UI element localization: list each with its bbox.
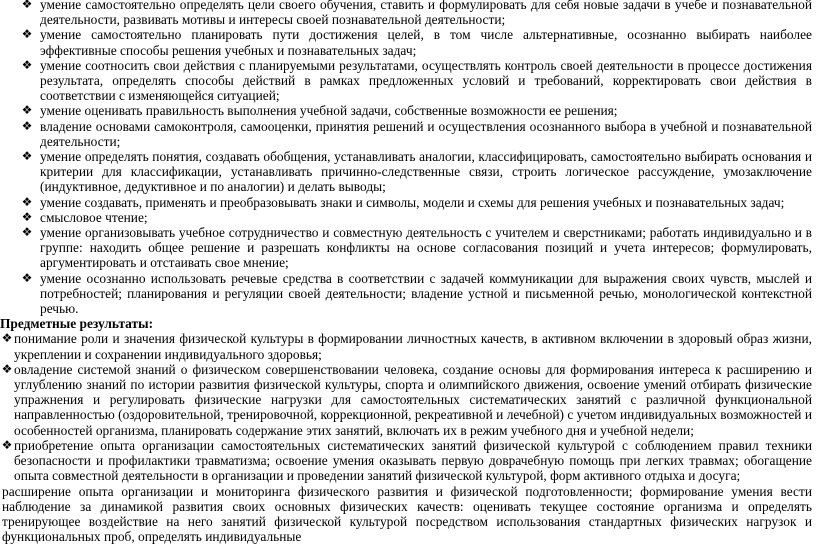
- diamond-bullet-icon: ❖: [20, 225, 34, 240]
- list-item: [0, 331, 816, 361]
- list-item-text: умение самостоятельно планировать пути достижения целей, в том числе альтернативные, осознанно выбирать наиболее эффективные способы решения учебных и познавательных задач;: [40, 27, 812, 57]
- list-item: [0, 195, 816, 210]
- diamond-bullet-icon: ❖: [20, 195, 34, 210]
- diamond-bullet-icon: ❖: [20, 149, 34, 164]
- list-item: [0, 0, 816, 27]
- diamond-bullet-icon: ❖: [20, 58, 34, 73]
- list-item: [0, 362, 816, 438]
- diamond-bullet-icon: ❖: [0, 331, 14, 346]
- list-item-text: умение самостоятельно определять цели своего обучения, ставить и формулировать для себя новые задачи в учебе и познавательной деятельности, развивать мотивы и интересы своей познавательной деятельности;: [40, 0, 812, 27]
- list-item: [0, 27, 816, 57]
- diamond-bullet-icon: ❖: [20, 103, 34, 118]
- list-item-text: понимание роли и значения физической культуры в формировании личностных качеств, в активном включении в здоровый образ жизни, укреплении и сохранении индивидуального здоровья;: [14, 331, 812, 361]
- list-item: [0, 271, 816, 317]
- list-item: [0, 149, 816, 195]
- diamond-bullet-icon: ❖: [20, 271, 34, 286]
- list-item-text: умение осознанно использовать речевые средства в соответствии с задачей коммуникации для выражения своих чувств, мыслей и потребностей; планирования и регуляции своей деятельности; владение устной и письменной речью, монологической контекстной речью.: [40, 271, 812, 316]
- list-item: [0, 58, 816, 104]
- list-item: [0, 119, 816, 149]
- list-item-text: умение определять понятия, создавать обобщения, устанавливать аналогии, классифицировать, самостоятельно выбирать основания и критерии для классификации, устанавливать причинно-следственные связи, строить логическое рассуждение, умозаключение (индуктивное, дедуктивное и по аналогии) и делать выводы;: [40, 149, 812, 194]
- diamond-bullet-icon: ❖: [0, 362, 14, 377]
- list-item-text: смысловое чтение;: [40, 210, 148, 225]
- list-item-text: приобретение опыта организации самостоятельных систематических занятий физической культурой с соблюдением правил техники безопасности и профилактики травматизма; освоение умения оказывать первую доврачебную помощь при легких травмах; обогащение опыта совместной деятельности в организации и проведении занятий физической культурой, форм активного отдыха и досуга;: [14, 438, 812, 483]
- list-item-text: овладение системой знаний о физическом совершенствовании человека, создание основы для формирования интереса к расширению и углублению знаний по истории развития физической культуры, спорта и олимпийского движения, освоение умений отбирать физические упражнения и регулировать физические нагрузки для самостоятельных систематических занятий с различной функциональной направленностью (оздоровительной, тренировочной, коррекционной, рекреативной и лечебной) с учетом индивидуальных возможностей и особенностей организма, планировать содержание этих занятий, включать их в режим учебного дня и учебной недели;: [14, 362, 812, 438]
- list-item-text: умение оценивать правильность выполнения учебной задачи, собственные возможности ее решения;: [40, 103, 618, 118]
- list-item: [0, 225, 816, 271]
- diamond-bullet-icon: ❖: [20, 0, 34, 12]
- list-item: [0, 103, 816, 118]
- diamond-bullet-icon: ❖: [20, 119, 34, 134]
- list-item: [0, 210, 816, 225]
- section-heading: Предметные результаты:: [0, 316, 816, 331]
- subject-results-list: [0, 331, 816, 483]
- diamond-bullet-icon: ❖: [0, 438, 14, 453]
- diamond-bullet-icon: ❖: [20, 210, 34, 225]
- diamond-bullet-icon: ❖: [20, 27, 34, 42]
- list-item-text: умение соотносить свои действия с планируемыми результатами, осуществлять контроль своей деятельности в процессе достижения результата, определять способы действий в рамках предложенных условий и требований, корректировать свои действия в соответствии с изменяющейся ситуацией;: [40, 58, 812, 103]
- list-item: [0, 438, 816, 484]
- list-item-text: умение организовывать учебное сотрудничество и совместную деятельность с учителем и сверстниками; работать индивидуально и в группе: находить общее решение и разрешать конфликты на основе согласования позиций и учета интересов; формулировать, аргументировать и отстаивать свое мнение;: [40, 225, 812, 270]
- body-paragraph: расширение опыта организации и мониторинга физического развития и физической подготовленности; формирование умения вести наблюдение за динамикой развития своих основных физических качеств: оценивать текущее состояние организма и определять тренирующее воздействие на него занятий физической культурой посредством использования стандартных физических нагрузок и функциональных проб, определять индивидуальные: [0, 484, 816, 544]
- list-item-text: умение создавать, применять и преобразовывать знаки и символы, модели и схемы для решения учебных и познавательных задач;: [40, 195, 784, 210]
- list-item-text: владение основами самоконтроля, самооценки, принятия решений и осуществления осознанного выбора в учебной и познавательной деятельности;: [40, 119, 812, 149]
